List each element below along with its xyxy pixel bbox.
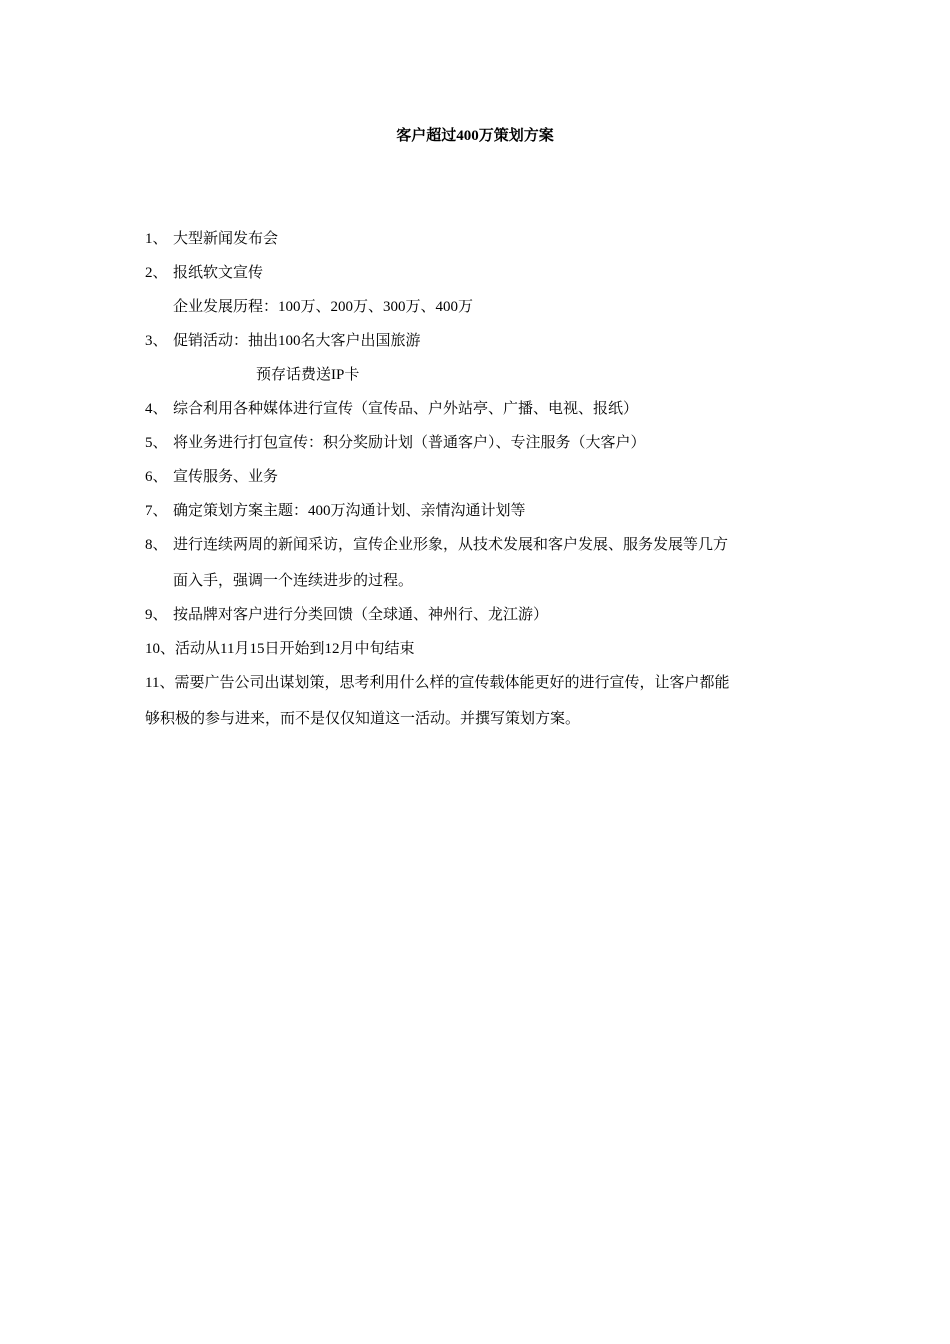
list-item-8	[145, 535, 815, 571]
item-number: 9、	[145, 607, 168, 623]
item-text: 进行连续两周的新闻采访，宣传企业形象，从技术发展和客户发展、服务发展等几方	[173, 537, 729, 553]
item-number: 1、	[145, 231, 168, 247]
item-text: 大型新闻发布会	[173, 231, 279, 247]
item-number: 11、	[145, 675, 175, 691]
item-text: 促销活动：抽出100名大客户出国旅游	[173, 333, 421, 349]
item-number: 2、	[145, 265, 168, 281]
list-item-11	[145, 673, 815, 709]
list-item-2	[145, 263, 815, 297]
list-item-10	[145, 639, 815, 673]
list-item-2-sub: 企业发展历程：100万、200万、300万、400万	[173, 299, 474, 315]
item-text: 报纸软文宣传	[173, 265, 264, 281]
list-item-5	[145, 433, 815, 467]
item-text: 将业务进行打包宣传：积分奖励计划（普通客户）、专注服务（大客户）	[173, 435, 646, 451]
list-item-11-continuation: 够积极的参与进来，而不是仅仅知道这一活动。并撰写策划方案。	[145, 711, 581, 727]
item-number: 5、	[145, 435, 168, 451]
item-number: 4、	[145, 401, 168, 417]
item-number: 3、	[145, 333, 168, 349]
list-item-4	[145, 399, 815, 433]
item-number: 7、	[145, 503, 168, 519]
item-text: 活动从11月15日开始到12月中旬结束	[175, 641, 415, 657]
item-text: 确定策划方案主题：400万沟通计划、亲情沟通计划等	[173, 503, 526, 519]
list-item-1	[145, 229, 815, 263]
item-number: 6、	[145, 469, 168, 485]
list-item-3-sub: 预存话费送IP卡	[256, 367, 360, 383]
item-text: 综合利用各种媒体进行宣传（宣传品、户外站亭、广播、电视、报纸）	[173, 401, 639, 417]
list-item-3	[145, 331, 815, 365]
document-title: 客户超过400万策划方案	[396, 128, 554, 144]
list-item-7	[145, 501, 815, 535]
list-item-8-continuation: 面入手，强调一个连续进步的过程。	[173, 573, 414, 589]
plan-list	[145, 229, 815, 743]
item-number: 10、	[145, 641, 176, 657]
list-item-9	[145, 605, 815, 639]
item-text: 按品牌对客户进行分类回馈（全球通、神州行、龙江游）	[173, 607, 549, 623]
list-item-6	[145, 467, 815, 501]
item-text: 宣传服务、业务	[173, 469, 279, 485]
item-number: 8、	[145, 537, 168, 553]
item-text: 需要广告公司出谋划策，思考利用什么样的宣传载体能更好的进行宣传，让客户都能	[174, 675, 730, 691]
